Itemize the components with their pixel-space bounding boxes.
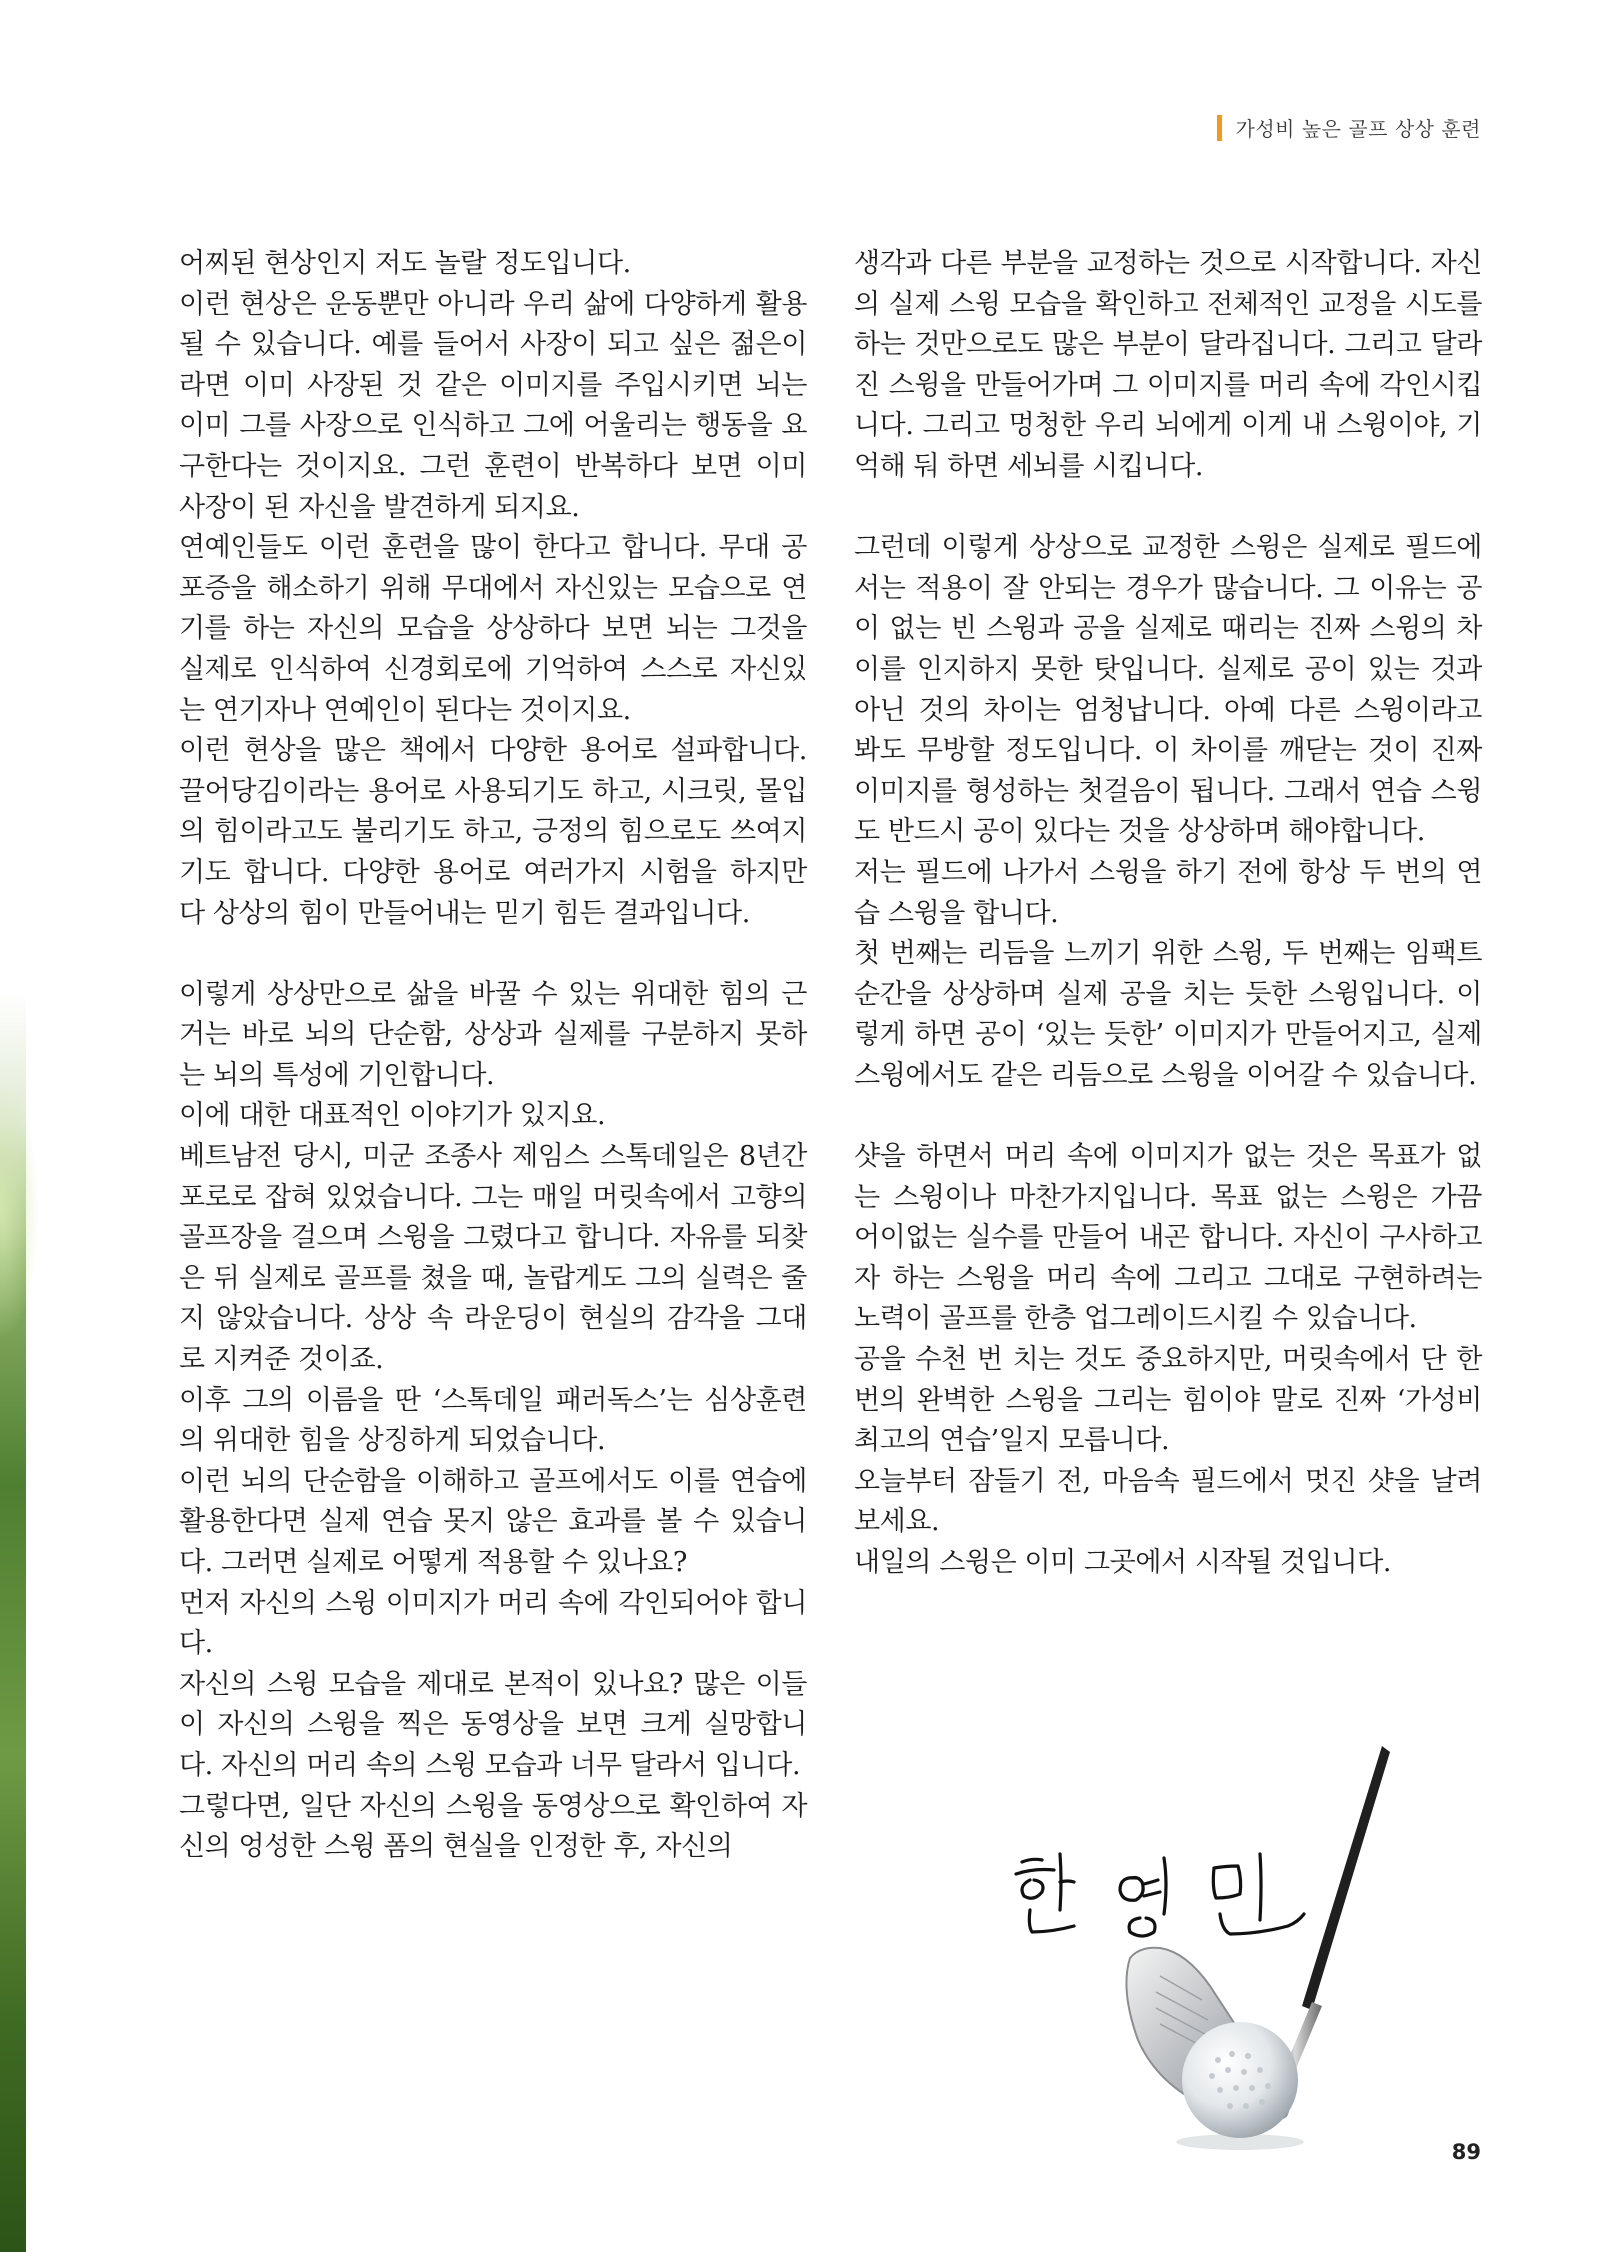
paragraph: 이런 뇌의 단순함을 이해하고 골프에서도 이를 연습에 활용한다면 실제 연습 못지 않은 효과를 볼 수 있습니다. 그러면 실제로 어떻게 적용할 수 있나요? xyxy=(179,1465,807,1578)
paragraph: 어찌된 현상인지 저도 놀랄 정도입니다. xyxy=(179,248,631,279)
paragraph: 이후 그의 이름을 딴 ‘스톡데일 패러독스’는 심상훈련의 위대한 힘을 상징하게 되었습니다. xyxy=(179,1384,807,1457)
paragraph-gap xyxy=(854,488,1482,529)
paragraph: 자신의 스윙 모습을 제대로 본적이 있나요? 많은 이들이 자신의 스윙을 찍은 동영상을 보면 크게 실망합니다. 자신의 머리 속의 스윙 모습과 너무 달라서 입니다. xyxy=(179,1668,807,1781)
paragraph: 생각과 다른 부분을 교정하는 것으로 시작합니다. 자신의 실제 스윙 모습을 확인하고 전체적인 교정을 시도를 하는 것만으로도 많은 부분이 달라집니다. 그리고 달라진 스윙을 만들어가며 그 이미지를 머리 속에 각인시킵니다. 그리고 멍청한 우리 뇌에게 이게 내 스윙이야, 기억해 둬 하면 세뇌를 시킵니다. xyxy=(854,248,1482,482)
right-column xyxy=(854,244,1482,1584)
running-head xyxy=(1217,113,1481,142)
paragraph: 첫 번째는 리듬을 느끼기 위한 스윙, 두 번째는 임팩트 순간을 상상하며 실제 공을 치는 듯한 스윙입니다. 이렇게 하면 공이 ‘있는 듯한’ 이미지가 만들어지고, 실제 스윙에서도 같은 리듬으로 스윙을 이어갈 수 있습니다. xyxy=(854,938,1482,1091)
running-head-accent-bar xyxy=(1217,115,1222,141)
paragraph: 이렇게 상상만으로 삶을 바꿀 수 있는 위대한 힘의 근거는 바로 뇌의 단순함, 상상과 실제를 구분하지 못하는 뇌의 특성에 기인합니다. xyxy=(179,978,807,1091)
left-column xyxy=(179,244,807,1868)
paragraph: 오늘부터 잠들기 전, 마음속 필드에서 멋진 샷을 날려보세요. xyxy=(854,1465,1482,1538)
paragraph: 연예인들도 이런 훈련을 많이 한다고 합니다. 무대 공포증을 해소하기 위해 무대에서 자신있는 모습으로 연기를 하는 자신의 모습을 상상하다 보면 뇌는 그것을 실제로 인식하여 신경회로에 기억하여 스스로 자신있는 연기자나 연예인이 된다는 것이지요. xyxy=(179,532,807,726)
paragraph-gap xyxy=(179,934,807,975)
paragraph: 이런 현상은 운동뿐만 아니라 우리 삶에 다양하게 활용될 수 있습니다. 예를 들어서 사장이 되고 싶은 젊은이라면 이미 사장된 것 같은 이미지를 주입시키면 뇌는 이미 그를 사장으로 인식하고 그에 어울리는 행동을 요구한다는 것이지요. 그런 훈련이 반복하다 보면 이미 사장이 된 자신을 발견하게 되지요. xyxy=(179,288,807,523)
paragraph: 베트남전 당시, 미군 조종사 제임스 스톡데일은 8년간 포로로 잡혀 있었습니다. 그는 매일 머릿속에서 고향의 골프장을 걸으며 스윙을 그렸다고 합니다. 자유를 되찾은 뒤 실제로 골프를 쳤을 때, 놀랍게도 그의 실력은 줄지 않았습니다. 상상 속 라운딩이 현실의 감각을 그대로 지켜준 것이죠. xyxy=(179,1141,807,1376)
paragraph: 그런데 이렇게 상상으로 교정한 스윙은 실제로 필드에서는 적용이 잘 안되는 경우가 많습니다. 그 이유는 공이 없는 빈 스윙과 공을 실제로 때리는 진짜 스윙의 차이를 인지하지 못한 탓입니다. 실제로 공이 있는 것과 아닌 것의 차이는 엄청납니다. 아예 다른 스윙이라고 봐도 무방할 정도입니다. 이 차이를 깨닫는 것이 진짜 이미지를 형성하는 첫걸음이 됩니다. 그래서 연습 스윙도 반드시 공이 있다는 것을 상상하며 해야합니다. xyxy=(854,532,1482,848)
left-edge-glow xyxy=(0,1080,40,1340)
paragraph-gap xyxy=(854,1096,1482,1137)
paragraph: 이에 대한 대표적인 이야기가 있지요. xyxy=(179,1100,606,1132)
paragraph: 내일의 스윙은 이미 그곳에서 시작될 것입니다. xyxy=(854,1547,1392,1578)
paragraph: 이런 현상을 많은 책에서 다양한 용어로 설파합니다. 끌어당김이라는 용어로 사용되기도 하고, 시크릿, 몰입의 힘이라고도 불리기도 하고, 긍정의 힘으로도 쓰여지기도 합니다. 다양한 용어로 여러가지 시험을 하지만 다 상상의 힘이 만들어내는 믿기 힘든 결과입니다. xyxy=(179,735,807,929)
paragraph: 먼저 자신의 스윙 이미지가 머리 속에 각인되어야 합니다. xyxy=(179,1587,807,1660)
paragraph: 저는 필드에 나가서 스윙을 하기 전에 항상 두 번의 연습 스윙을 합니다. xyxy=(854,856,1482,929)
paragraph: 공을 수천 번 치는 것도 중요하지만, 머릿속에서 단 한 번의 완벽한 스윙을 그리는 힘이야 말로 진짜 ‘가성비 최고의 연습’일지 모릅니다. xyxy=(854,1344,1482,1457)
running-head-title: 가성비 높은 골프 상상 훈련 xyxy=(1235,117,1481,141)
paragraph: 그렇다면, 일단 자신의 스윙을 동영상으로 확인하여 자신의 엉성한 스윙 폼의 현실을 인정한 후, 자신의 xyxy=(179,1790,807,1863)
golf-club-and-ball-image xyxy=(1090,1740,1510,2160)
page-number: 89 xyxy=(1451,2140,1481,2164)
paragraph: 샷을 하면서 머리 속에 이미지가 없는 것은 목표가 없는 스윙이나 마찬가지입니다. 목표 없는 스윙은 가끔 어이없는 실수를 만들어 내곤 합니다. 자신이 구사하고자 하는 스윙을 머리 속에 그리고 그대로 구현하려는 노력이 골프를 한층 업그레이드시킬 수 있습니다. xyxy=(854,1141,1482,1335)
